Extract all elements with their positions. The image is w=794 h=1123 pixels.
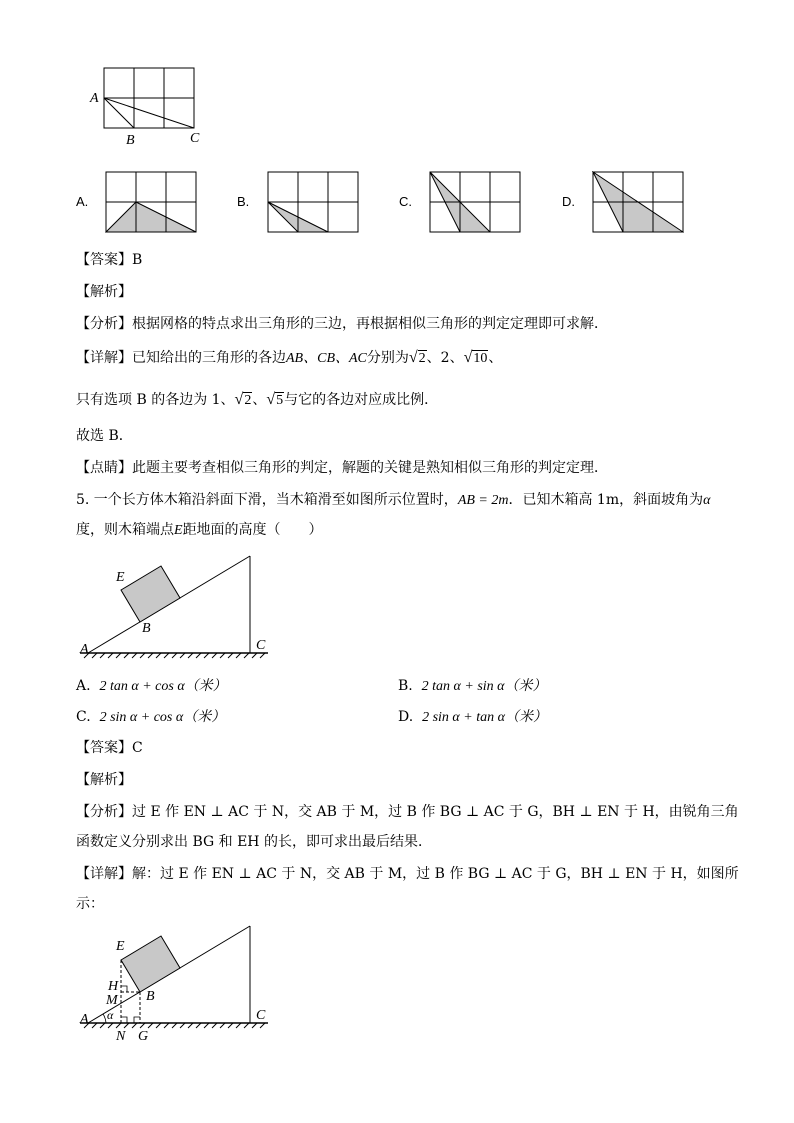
q4-guxuan: 故选 B．: [76, 428, 133, 444]
fig-label-A: A: [80, 642, 89, 657]
option-c-figure: [429, 171, 521, 233]
q4-xiangjie: 【详解】已知给出的三角形的各边AB、CB、AC分别为√2、2、√10、: [76, 349, 503, 366]
q4-answer: 【答案】B: [76, 252, 143, 268]
fig2-label-A: A: [80, 1012, 89, 1027]
fig2-label-C: C: [256, 1008, 266, 1023]
option-c-letter: C.: [399, 194, 412, 209]
q5-option-d: D. 2 sin α + tan α（米）: [398, 709, 547, 725]
fig2-label-G: G: [138, 1029, 149, 1044]
q5-figure-construction: [76, 918, 276, 1048]
q4-dianjing: 【点睛】此题主要考查相似三角形的判定，解题的关键是熟知相似三角形的判定定理．: [76, 460, 608, 476]
label-A: A: [90, 91, 99, 106]
q5-stem-line1: 5. 一个长方体木箱沿斜面下滑，当木箱滑至如图所示位置时，AB = 2m．已知木箱高 1m，斜面坡角为α: [76, 492, 711, 508]
fig2-label-B: B: [146, 989, 155, 1004]
fig2-label-E: E: [116, 939, 125, 954]
option-a-letter: A.: [76, 194, 89, 209]
label-B: B: [126, 133, 135, 148]
q4-line2: 只有选项 B 的各边为 1、√2、√5与它的各边对应成比例．: [76, 391, 439, 408]
fig-label-E: E: [116, 570, 125, 585]
fig2-label-M: M: [106, 993, 118, 1008]
fig-label-B: B: [142, 621, 151, 636]
q5-answer: 【答案】C: [76, 740, 143, 756]
q4-fenxi: 【分析】根据网格的特点求出三角形的三边，再根据相似三角形的判定定理即可求解．: [76, 316, 608, 332]
q5-fenxi-line2: 函数定义分别求出 BG 和 EH 的长，即可求出最后结果．: [76, 834, 432, 850]
option-d-figure: [592, 171, 684, 233]
q5-option-a: A. 2 tan α + cos α（米）: [76, 678, 227, 694]
q5-stem-line2: 度，则木箱端点E距地面的高度（ ）: [76, 522, 323, 538]
option-b-letter: B.: [237, 194, 250, 209]
option-b-figure: [267, 171, 359, 233]
fig-label-C: C: [256, 638, 266, 653]
grid-figure-top: [86, 60, 226, 150]
q5-fenxi-line1: 【分析】过 E 作 EN ⊥ AC 于 N，交 AB 于 M，过 B 作 BG ⊥ AC 于 G，BH ⊥ EN 于 H，由锐角三角: [76, 804, 739, 820]
fig2-label-H: H: [108, 979, 119, 994]
q5-figure: [76, 548, 276, 663]
q5-option-c: C. 2 sin α + cos α（米）: [76, 709, 226, 725]
label-C: C: [190, 131, 200, 146]
q5-xiangjie-line2: 示：: [76, 896, 104, 912]
fig2-label-alpha: α: [107, 1008, 114, 1022]
q5-option-b: B. 2 tan α + sin α（米）: [398, 678, 547, 694]
option-d-letter: D.: [562, 194, 575, 209]
fig2-label-N: N: [116, 1029, 126, 1044]
q5-jiexi: 【解析】: [76, 772, 132, 788]
q4-jiexi: 【解析】: [76, 284, 132, 300]
q5-xiangjie-line1: 【详解】解：过 E 作 EN ⊥ AC 于 N，交 AB 于 M，过 B 作 BG ⊥ AC 于 G，BH ⊥ EN 于 H，如图所: [76, 866, 739, 882]
option-a-figure: [105, 171, 197, 233]
